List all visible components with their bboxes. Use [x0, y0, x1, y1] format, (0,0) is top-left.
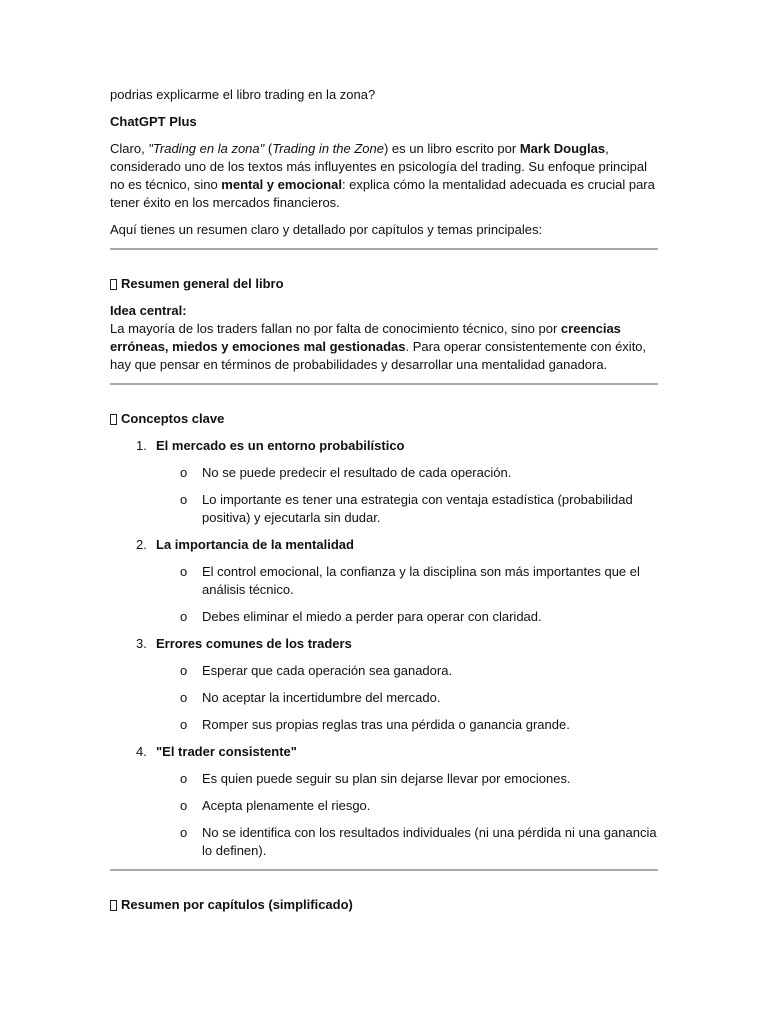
user-question: podrias explicarme el libro trading en la zona?: [110, 87, 376, 102]
concept-subpoint: [110, 797, 658, 815]
concept-subpoint-text: Acepta plenamente el riesgo.: [202, 798, 371, 813]
concept-number-cell: [110, 635, 156, 653]
concept-number: 4.: [136, 744, 147, 759]
section-heading-concepts: [110, 410, 658, 428]
concept-subpoint-text: No aceptar la incertidumbre del mercado.: [202, 690, 441, 705]
intro-paragraph-2: Aquí tienes un resumen claro y detallado por capítulos y temas principales:: [110, 222, 543, 237]
concept-number-cell: [110, 743, 156, 761]
concept-subpoints: [110, 770, 658, 860]
bullet-marker: o: [180, 825, 188, 840]
concept-item: [110, 743, 658, 860]
concept-item: [110, 536, 658, 626]
concept-item-header: [110, 437, 658, 455]
concept-subpoint-text: El control emocional, la confianza y la disciplina son más importantes que el análisis técnico.: [202, 564, 640, 597]
section-heading-summary: [110, 275, 658, 293]
intro-emphasis: mental y emocional: [221, 177, 342, 192]
bullet-marker: o: [180, 798, 188, 813]
divider: [110, 383, 658, 385]
divider: [110, 869, 658, 871]
missing-glyph-icon: [110, 279, 117, 290]
concept-subpoint: [110, 563, 658, 599]
concept-subpoint-text: Es quien puede seguir su plan sin dejarse llevar por emociones.: [202, 771, 571, 786]
concept-subpoint-text: Debes eliminar el miedo a perder para operar con claridad.: [202, 609, 542, 624]
concept-subpoint: [110, 662, 658, 680]
concept-title: Errores comunes de los traders: [156, 636, 352, 651]
concept-subpoints: [110, 464, 658, 527]
missing-glyph-icon: [110, 414, 117, 425]
intro-text: : explica cómo la mentalidad adecuada es crucial para tener éxito en los mercados financieros.: [110, 177, 655, 210]
concept-subpoint: [110, 824, 658, 860]
bullet-marker: o: [180, 690, 188, 705]
concept-subpoint: [110, 464, 658, 482]
concept-subpoint: [110, 770, 658, 788]
concept-title: La importancia de la mentalidad: [156, 537, 354, 552]
concept-number: 1.: [136, 438, 147, 453]
document-content: [110, 86, 658, 923]
section-heading-chapters: [110, 896, 658, 914]
concept-subpoint: [110, 716, 658, 734]
bullet-marker: o: [180, 663, 188, 678]
concept-subpoint: [110, 689, 658, 707]
book-title-en: Trading in the Zone: [272, 141, 384, 156]
idea-label-text: Idea central:: [110, 303, 187, 318]
concept-subpoints: [110, 563, 658, 626]
concept-item-header: [110, 635, 658, 653]
concept-subpoints: [110, 662, 658, 734]
concept-subpoint-text: No se puede predecir el resultado de cada operación.: [202, 465, 512, 480]
concept-subpoint-text: Romper sus propias reglas tras una pérdida o ganancia grande.: [202, 717, 570, 732]
bullet-marker: o: [180, 564, 188, 579]
concept-subpoint: [110, 491, 658, 527]
idea-text: La mayoría de los traders fallan no por falta de conocimiento técnico, sino por: [110, 321, 561, 336]
concept-number: 3.: [136, 636, 147, 651]
bullet-marker: o: [180, 492, 188, 507]
concept-subpoint-text: Lo importante es tener una estrategia con ventaja estadística (probabilidad positiva) y ejecutarla sin dudar.: [202, 492, 633, 525]
bullet-marker: o: [180, 717, 188, 732]
book-title-es: "Trading en la zona": [148, 141, 265, 156]
concept-item: [110, 437, 658, 527]
intro-paragraph: [110, 140, 658, 212]
bullet-marker: o: [180, 609, 188, 624]
concept-item-header: [110, 536, 658, 554]
idea-label: [110, 302, 658, 320]
concept-number-cell: [110, 536, 156, 554]
intro-text: ) es un libro escrito por: [383, 141, 520, 156]
concept-number: 2.: [136, 537, 147, 552]
author-name: Mark Douglas: [519, 141, 606, 156]
idea-emphasis: creencias erróneas, miedos y emociones mal gestionadas: [110, 321, 621, 354]
concept-title: El mercado es un entorno probabilístico: [156, 438, 405, 453]
section-heading-text: Resumen por capítulos (simplificado): [121, 897, 353, 912]
concept-subpoint: [110, 608, 658, 626]
concept-item-header: [110, 743, 658, 761]
section-heading-text: Conceptos clave: [121, 411, 225, 426]
bullet-marker: o: [180, 771, 188, 786]
divider: [110, 248, 658, 250]
speaker-label: ChatGPT Plus: [110, 114, 197, 129]
concept-subpoint-text: No se identifica con los resultados individuales (ni una pérdida ni una ganancia lo definen).: [202, 825, 657, 858]
idea-paragraph: [110, 320, 658, 374]
intro-text: Claro,: [110, 141, 149, 156]
concept-number-cell: [110, 437, 156, 455]
concept-title: "El trader consistente": [156, 744, 297, 759]
intro-text: , considerado uno de los textos más influyentes en psicología del trading. Su enfoque principal no es técnico, sino: [110, 141, 647, 192]
bullet-marker: o: [180, 465, 188, 480]
intro-text: (: [264, 141, 273, 156]
idea-text: . Para operar consistentemente con éxito, hay que pensar en términos de probabilidades y desarrollar una mentalidad ganadora.: [110, 339, 647, 372]
concept-subpoint-text: Esperar que cada operación sea ganadora.: [202, 663, 453, 678]
concept-item: [110, 635, 658, 734]
concepts-list: [110, 437, 658, 860]
section-heading-text: Resumen general del libro: [121, 276, 284, 291]
missing-glyph-icon: [110, 900, 117, 911]
